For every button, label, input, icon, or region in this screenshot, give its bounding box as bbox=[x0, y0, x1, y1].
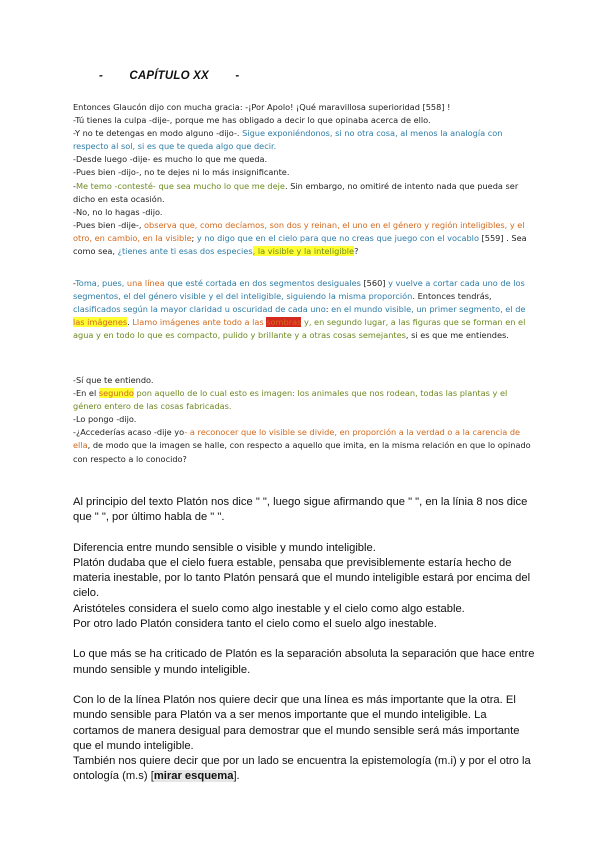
notes-text: También nos quiere decir que por un lado se encuentra la epistemología (m.i) y por el otro la ontología (m.s) [ bbox=[73, 755, 531, 783]
dialogue-text: [559] . Sea como sea, bbox=[73, 232, 527, 257]
dialogue-line bbox=[73, 374, 533, 387]
dialogue-text: , si es que me entiendes. bbox=[405, 330, 509, 341]
dialogue-text: [560] bbox=[360, 278, 389, 288]
dialogue-line bbox=[73, 114, 533, 127]
dialogue-text: ? bbox=[354, 246, 359, 257]
dialogue-text: -Lo pongo -dijo. bbox=[73, 414, 137, 425]
chapter-heading bbox=[90, 70, 248, 82]
heading-dash-left: - bbox=[98, 70, 104, 82]
dialogue-line bbox=[73, 127, 533, 153]
dialogue-text: -Y no te detengas en modo alguno -dijo-. bbox=[73, 128, 243, 139]
highlight-orange-text: Llamo imágenes ante todo a las bbox=[132, 317, 267, 328]
notes-paragraph: Lo que más se ha criticado de Platón es la separación absoluta la separación que hace entre mundo sensible y mundo inteligible. bbox=[73, 648, 535, 676]
dialogue-line bbox=[73, 166, 533, 179]
heading-dash-right: - bbox=[235, 70, 240, 82]
dialogue-text: -Desde luego -dije- es mucho lo que me queda. bbox=[73, 154, 268, 165]
highlight-blue-text: y no digo que en el cielo para que no creas que juego con el vocablo bbox=[196, 232, 479, 243]
yellow-highlight-text: , la visible y la inteligible bbox=[252, 246, 355, 257]
dialogue-line bbox=[73, 387, 533, 413]
dialogue-text: -¿Accederías acaso -dije yo bbox=[73, 427, 185, 438]
highlight-orange-text: una línea bbox=[124, 278, 165, 288]
dialogue-line bbox=[73, 180, 533, 206]
dialogue-text: , de modo que la imagen se halle, con respecto a aquello que imita, en la misma relación en que lo opinado con respecto a lo conocido? bbox=[73, 440, 531, 464]
chapter-title: CAPÍTULO XX bbox=[129, 70, 209, 82]
highlight-blue-text: clasificados según la mayor claridad u oscuridad de cada uno bbox=[73, 304, 326, 315]
notes-paragraph: Al principio del texto Platón nos dice " ", luego sigue afirmando que " ", en la línia 8 nos dice que " ", por último habla de " ". bbox=[73, 496, 528, 524]
dialogue-text: - bbox=[73, 180, 76, 191]
dialogue-block-2 bbox=[73, 277, 533, 342]
notes-line: Diferencia entre mundo sensible o visible y mundo inteligible. bbox=[73, 541, 376, 554]
notes-line: Aristóteles considera el suelo como algo inestable y el cielo como algo estable. bbox=[73, 602, 465, 615]
dialogue-text: -No, no lo hagas -dijo. bbox=[73, 206, 163, 217]
mirar-esquema-label: mirar esquema bbox=[153, 770, 234, 783]
dialogue-text: ; bbox=[191, 232, 197, 243]
highlight-green-text: y, en segundo lugar, a las figuras que se forman en el agua y en todo lo que es compacto, pulido y brillante y a otras cosas semejantes bbox=[73, 317, 526, 341]
dialogue-text: Entonces Glaucón dijo con mucha gracia: -¡Por Apolo! ¡Qué maravillosa superioridad [558] ! bbox=[73, 102, 451, 112]
dialogue-text: -Sí que te entiendo. bbox=[73, 375, 154, 385]
student-notes bbox=[73, 495, 535, 785]
dialogue-block-1 bbox=[73, 101, 533, 258]
dialogue-line bbox=[73, 426, 533, 465]
yellow-highlight-text: segundo bbox=[98, 388, 134, 399]
dialogue-text: -Tú tienes la culpa -dije-, porque me has obligado a decir lo que opinaba acerca de ello. bbox=[73, 115, 431, 126]
dialogue-text: . Entonces tendrás, bbox=[412, 291, 492, 302]
dialogue-line bbox=[73, 206, 533, 219]
dialogue-line bbox=[73, 153, 533, 166]
notes-line: Platón dudaba que el cielo fuera estable, pensaba que previsiblemente estaría hecho de materia inestable, por lo tanto Platón pensará que el mundo inteligible estará por encima del cielo. bbox=[73, 556, 531, 600]
highlight-blue-text: Sigue exponiéndonos, si no otra cosa, al menos la analogía con respecto al sol, si es que te queda algo que decir. bbox=[73, 128, 503, 152]
notes-text: ]. bbox=[233, 770, 240, 783]
notes-paragraph: Con lo de la línea Platón nos quiere decir que una línea es más importante que la otra. El mundo sensible para Platón va a ser menos importante que el mundo inteligible. La cortamos de manera desigual para demostrar que el mundo sensible será más importante que el mundo inteligible. bbox=[73, 693, 520, 752]
highlight-green-text: pon aquello de lo cual esto es imagen: los animales que nos rodean, todas las plantas y el género entero de las cosas fabricadas. bbox=[73, 388, 508, 412]
highlight-green-text: Me temo -contesté- que sea mucho lo que me deje bbox=[75, 180, 285, 191]
dialogue-text: . Sin embargo, no omitiré de intento nada que pueda ser dicho en esta ocasión. bbox=[73, 180, 519, 204]
red-highlight-text: sombras bbox=[266, 317, 302, 328]
highlight-orange-text: - a reconocer que lo visible se divide, en proporción a la verdad o a la carencia de ella bbox=[73, 427, 521, 451]
dialogue-paragraph bbox=[73, 277, 533, 342]
notes-line: Por otro lado Platón considera tanto el cielo como el suelo algo inestable. bbox=[73, 618, 437, 631]
dialogue-text: -Pues bien -dijo-, no te dejes ni lo más insignificante. bbox=[73, 167, 290, 178]
highlight-orange-text: observa que, como decíamos, son dos y reinan, el uno en el género y región inteligibles, y el otro, en cambio, en la visible bbox=[73, 219, 525, 243]
dialogue-text: - bbox=[73, 278, 76, 288]
dialogue-line bbox=[73, 101, 533, 114]
dialogue-block-3 bbox=[73, 374, 533, 466]
dialogue-text: -Pues bien -dije-, bbox=[73, 219, 145, 230]
notes-paragraph bbox=[73, 754, 535, 785]
dialogue-line bbox=[73, 219, 533, 258]
yellow-highlight-text: las imágenes bbox=[73, 317, 128, 328]
highlight-blue-text: Toma, pues, bbox=[75, 278, 125, 288]
highlight-blue-text: que esté cortada en dos segmentos desiguales bbox=[164, 278, 361, 288]
highlight-blue-text: en el mundo visible, un primer segmento, el de bbox=[331, 304, 526, 315]
highlight-blue-text: y vuelve a cortar cada uno de los segmentos, el del género visible y el del inteligible, siguiendo la misma proporción bbox=[73, 278, 525, 302]
dialogue-text: -En el bbox=[73, 388, 99, 399]
dialogue-text: . bbox=[127, 317, 133, 328]
dialogue-text: : bbox=[325, 304, 332, 315]
highlight-blue-text: ¿tienes ante ti esas dos especies bbox=[117, 246, 253, 257]
dialogue-line bbox=[73, 413, 533, 426]
